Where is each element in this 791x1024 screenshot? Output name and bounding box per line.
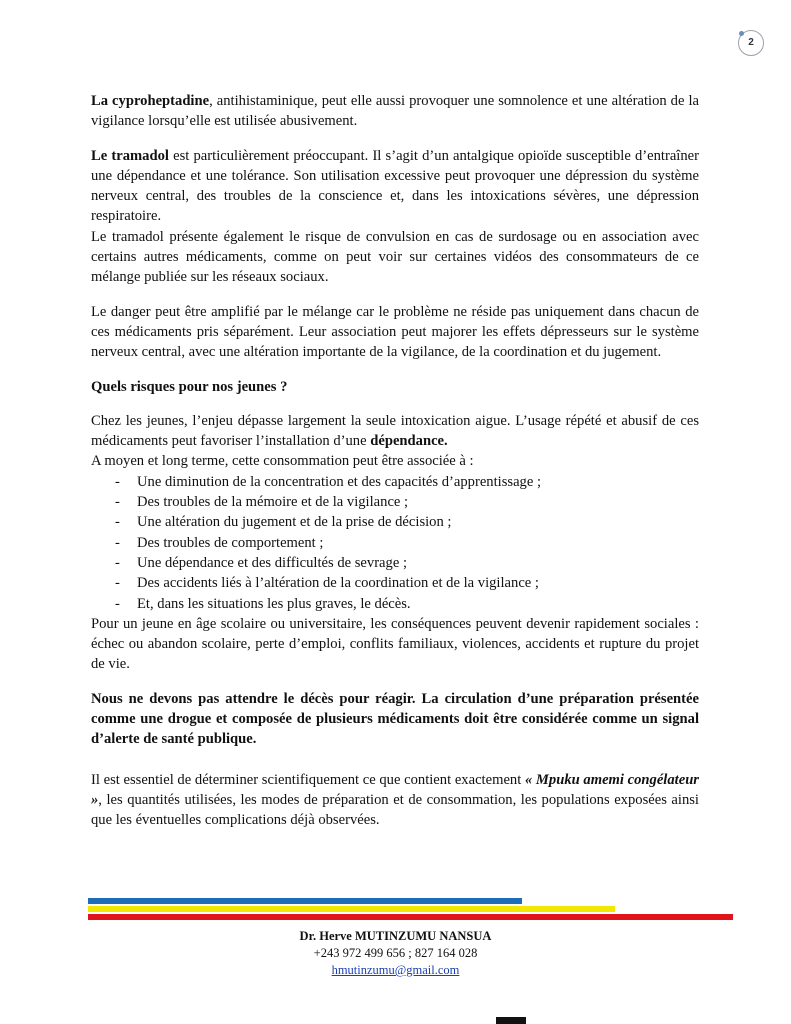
author-name: Dr. Herve MUTINZUMU NANSUA — [299, 929, 492, 943]
paragraph-final — [91, 770, 699, 831]
alert-text: Nous ne devons pas attendre le décès pour réagir. La circulation d’une préparation présentée comme une drogue et composée de plusieurs médicaments doit être considérée comme un signal d’alerte de santé publique. — [91, 690, 699, 748]
youth-bold: dépendance. — [370, 433, 448, 450]
risks-list — [91, 472, 699, 614]
section-heading — [91, 377, 699, 397]
final-term: « Mpuku amemi congélateur » — [91, 771, 699, 808]
author-phone: +243 972 499 656 ; 827 164 028 — [313, 946, 478, 960]
red-bar — [88, 914, 733, 920]
youth-text: Chez les jeunes, l’enjeu dépasse largement la seule intoxication aigue. L’usage répété et abusif de ces médicaments peut favoriser l’installation d’une — [91, 412, 699, 450]
final-post: , les quantités utilisées, les modes de préparation et de consommation, les populations exposées ainsi que les éventuelles complications déjà observées. — [91, 791, 699, 829]
list-item: - Une diminution de la concentration et des capacités d’apprentissage ; — [91, 472, 699, 492]
footer-color-bars — [88, 898, 734, 924]
paragraph-tramadol-2: Le tramadol présente également le risque de convulsion en cas de surdosage ou en association avec certains autres médicaments, comme on peut voir sur certaines vidéos des consommateurs de ce mélange publiée sur les réseaux sociaux. — [91, 228, 699, 286]
term-cyproheptadine: La cyproheptadine — [91, 93, 210, 109]
list-item: - Des troubles de la mémoire et de la vigilance ; — [91, 492, 699, 512]
footer — [0, 928, 791, 979]
list-item: - Une altération du jugement et de la prise de décision ; — [91, 512, 699, 532]
page-badge-dot — [739, 31, 744, 36]
paragraph-tramadol — [91, 146, 699, 227]
list-item: - Une dépendance et des difficultés de sevrage ; — [91, 553, 699, 573]
final-pre: Il est essentiel de déterminer scientifiquement ce que contient exactement — [91, 771, 525, 788]
paragraph-long-term: A moyen et long terme, cette consommation peut être associée à : — [91, 453, 474, 470]
paragraph-cyproheptadine — [91, 91, 699, 132]
blue-bar — [88, 898, 522, 904]
paragraph-danger: Le danger peut être amplifié par le mélange car le problème ne réside pas uniquement dans chacun de ces médicaments pris séparément. Leur association peut majorer les effets dépresseurs sur le système nerveux central, avec une altération importante de la vigilance, de la coordination et du jugement. — [91, 303, 699, 361]
cyproheptadine-text: , antihistaminique, peut elle aussi provoquer une somnolence et une altération de la vigilance lorsqu’elle est utilisée abusivement. — [91, 93, 700, 130]
list-item: - Des accidents liés à l’altération de la coordination et de la vigilance ; — [91, 573, 699, 593]
document-body — [91, 91, 699, 831]
author-email-link[interactable]: hmutinzumu@gmail.com — [331, 963, 460, 977]
heading-text: Quels risques pour nos jeunes ? — [91, 378, 288, 395]
paragraph-youth — [91, 411, 699, 452]
tramadol-text: est particulièrement préoccupant. Il s’agit d’un antalgique opioïde susceptible d’entraîner une dépendance et une tolérance. Son utilisation excessive peut provoquer une dépression du système nerveux central, des troubles de la conscience et, dans les intoxications sévères, une dépression respiratoire. — [91, 147, 699, 225]
term-tramadol: Le tramadol — [91, 147, 169, 164]
page-number: 2 — [748, 36, 754, 48]
paragraph-alert — [91, 689, 699, 750]
list-item: - Et, dans les situations les plus graves, le décès. — [91, 594, 699, 614]
paragraph-social: Pour un jeune en âge scolaire ou universitaire, les conséquences peuvent devenir rapidement sociales : échec ou abandon scolaire, perte d’emploi, conflits familiaux, violences, accidents et rupture du projet de vie. — [91, 615, 699, 673]
list-item: - Des troubles de comportement ; — [91, 533, 699, 553]
yellow-bar — [88, 906, 615, 912]
page-number-badge — [738, 30, 764, 56]
bottom-mark — [496, 1017, 526, 1024]
